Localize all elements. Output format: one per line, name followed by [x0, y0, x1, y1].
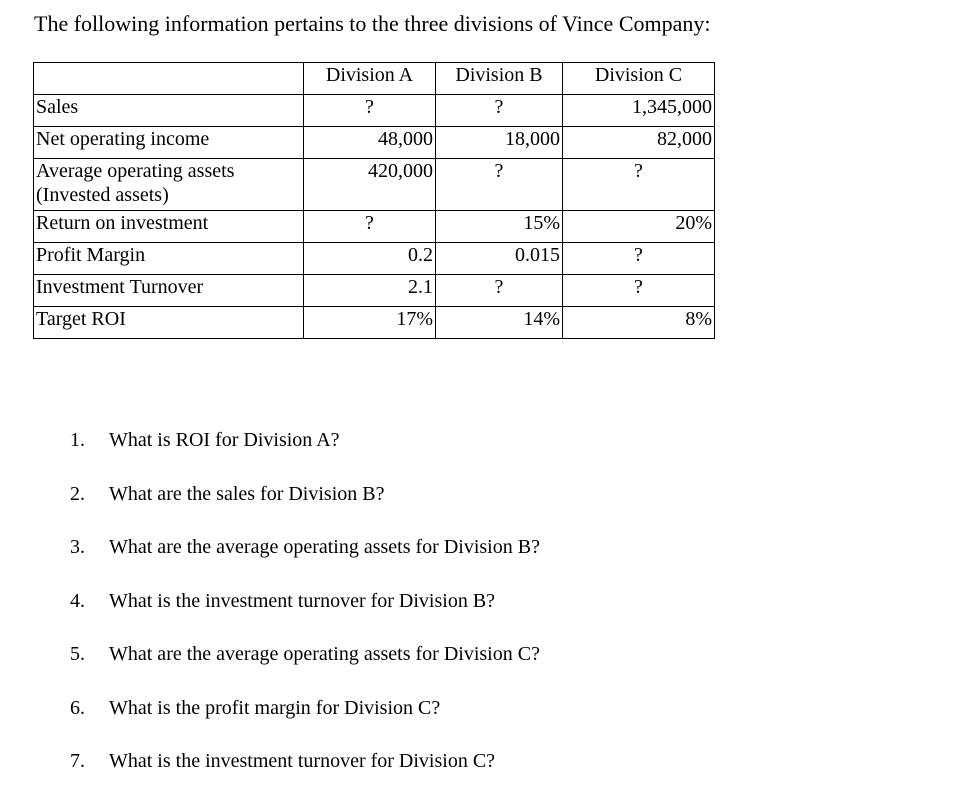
row-label: Profit Margin	[34, 243, 304, 275]
cell-division-a: 17%	[304, 307, 436, 339]
cell-division-a: ?	[304, 211, 436, 243]
question-text: What is ROI for Division A?	[109, 429, 340, 451]
cell-division-a: 48,000	[304, 127, 436, 159]
division-data-table	[33, 62, 715, 339]
cell-division-a: 0.2	[304, 243, 436, 275]
row-label: Investment Turnover	[34, 275, 304, 307]
cell-division-b: 15%	[436, 211, 563, 243]
question-number: 7.	[70, 750, 85, 772]
table-row-investment-turnover	[34, 275, 715, 307]
table-row-target-roi	[34, 307, 715, 339]
question-text: What is the profit margin for Division C?	[109, 696, 441, 719]
row-label: Target ROI	[34, 307, 304, 339]
table-row-sales	[34, 95, 715, 127]
question-item	[70, 745, 540, 799]
cell-division-c: ?	[563, 275, 715, 307]
question-item	[70, 692, 540, 746]
cell-division-c: 8%	[563, 307, 715, 339]
header-division-b: Division B	[436, 63, 563, 95]
question-number: 3.	[70, 536, 85, 558]
table-row-average-operating-assets	[34, 159, 715, 211]
cell-division-a: ?	[304, 95, 436, 127]
question-list	[70, 424, 540, 799]
cell-division-a: 2.1	[304, 275, 436, 307]
question-item	[70, 478, 540, 532]
row-label: Sales	[34, 95, 304, 127]
header-division-c: Division C	[563, 63, 715, 95]
question-number: 2.	[70, 482, 85, 505]
question-text: What is the investment turnover for Division B?	[109, 589, 496, 612]
row-label-line-2: (Invested assets)	[36, 184, 169, 206]
cell-division-b: 0.015	[436, 243, 563, 275]
table-row-net-operating-income	[34, 127, 715, 159]
cell-division-b: 18,000	[436, 127, 563, 159]
question-number: 5.	[70, 643, 85, 665]
table-row-profit-margin	[34, 243, 715, 275]
intro-text: The following information pertains to the three divisions of Vince Company:	[34, 11, 711, 36]
question-text: What are the average operating assets for Division B?	[109, 536, 540, 558]
cell-division-c: 20%	[563, 211, 715, 243]
header-empty-cell	[34, 63, 304, 95]
cell-division-b: 14%	[436, 307, 563, 339]
question-text: What are the average operating assets for Division C?	[109, 643, 540, 665]
table-header-row	[34, 63, 715, 95]
cell-division-a: 420,000	[304, 159, 436, 211]
question-item	[70, 585, 540, 639]
table-row-return-on-investment	[34, 211, 715, 243]
question-text: What is the investment turnover for Division C?	[109, 750, 496, 772]
question-number: 1.	[70, 429, 85, 451]
question-item	[70, 638, 540, 692]
question-text: What are the sales for Division B?	[109, 482, 385, 505]
cell-division-b: ?	[436, 159, 563, 211]
question-item	[70, 424, 540, 478]
row-label	[34, 159, 304, 211]
cell-division-c: 82,000	[563, 127, 715, 159]
cell-division-c: 1,345,000	[563, 95, 715, 127]
cell-division-b: ?	[436, 95, 563, 127]
cell-division-c: ?	[563, 159, 715, 211]
row-label: Return on investment	[34, 211, 304, 243]
question-number: 6.	[70, 696, 85, 719]
cell-division-b: ?	[436, 275, 563, 307]
question-number: 4.	[70, 589, 85, 612]
header-division-a: Division A	[304, 63, 436, 95]
question-item	[70, 531, 540, 585]
cell-division-c: ?	[563, 243, 715, 275]
row-label: Net operating income	[34, 127, 304, 159]
row-label-line-1: Average operating assets	[36, 160, 235, 182]
